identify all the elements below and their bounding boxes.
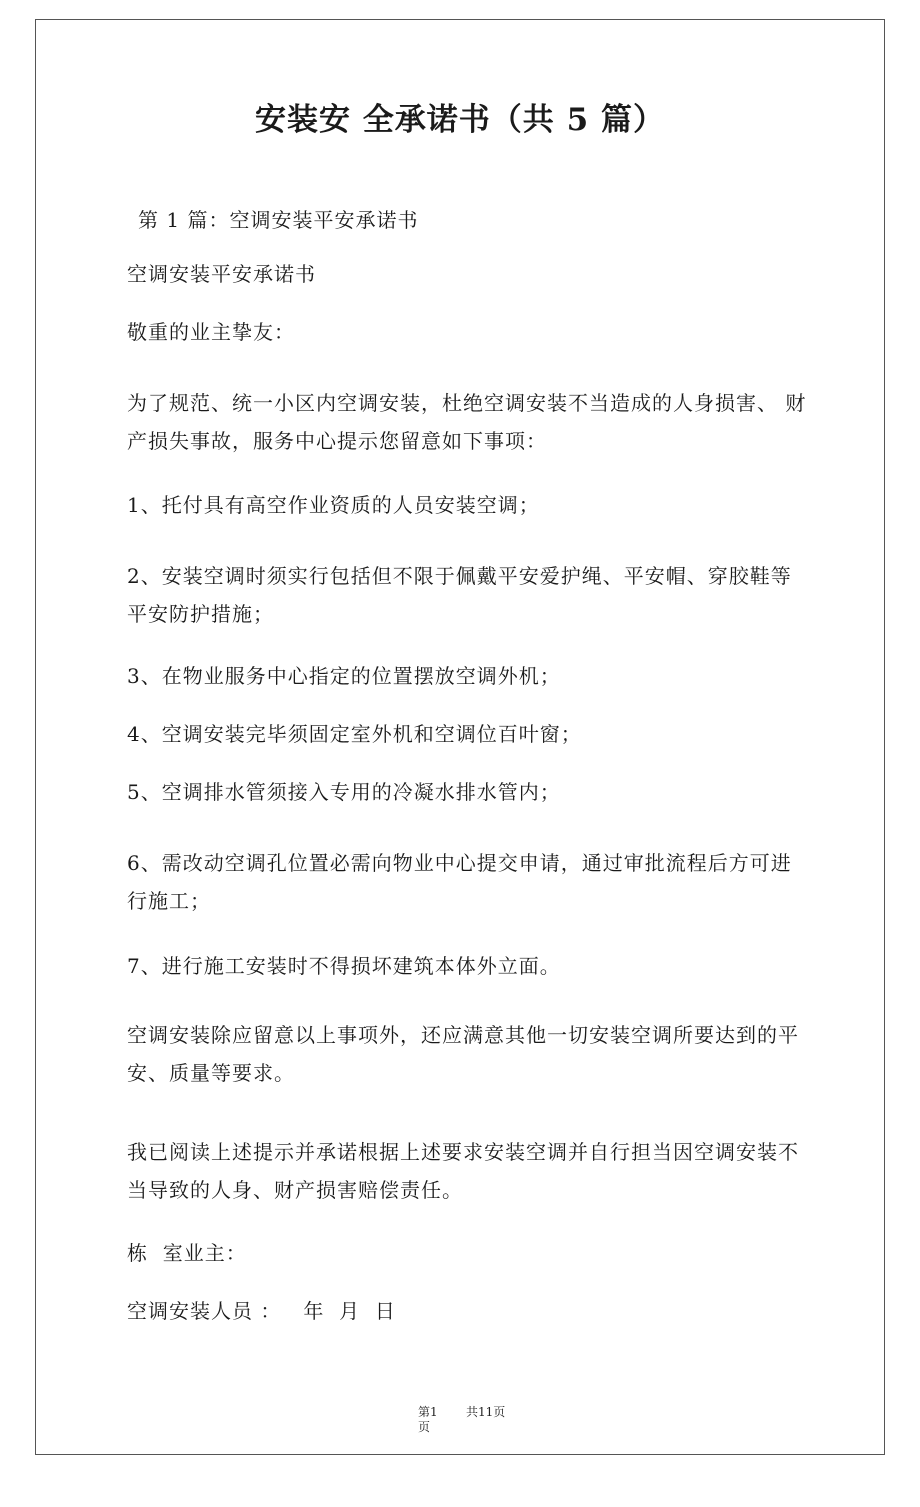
installer-signature-line: 空调安装人员 ： 年 月 日	[127, 1299, 396, 1323]
list-item: 5、空调排水管须接入专用的冷凝水排水管内；	[127, 780, 561, 804]
intro-paragraph: 为了规范、统一小区内空调安装，杜绝空调安装不当造成的人身损害、 财产损失事故，服务中心提示您留意如下事项：	[127, 391, 807, 453]
pledge-paragraph: 我已阅读上述提示并承诺根据上述要求安装空调并自行担当因空调安装不当导致的人身、财产损害赔偿责任。	[127, 1140, 799, 1202]
owner-signature-line: 栋 室业主：	[127, 1241, 247, 1265]
subtitle: 空调安装平安承诺书	[127, 262, 316, 286]
section-heading: 第 1 篇：空调安装平安承诺书	[138, 208, 419, 232]
page-number: 第1 页	[418, 1405, 438, 1434]
document-title: 安装安 全承诺书（共 5 篇）	[255, 102, 665, 138]
note-paragraph: 空调安装除应留意以上事项外，还应满意其他一切安装空调所要达到的平安、质量等要求。	[127, 1023, 799, 1085]
list-item: 1、托付具有高空作业资质的人员安装空调；	[127, 493, 540, 517]
list-item: 6、需改动空调孔位置必需向物业中心提交申请，通过审批流程后方可进行施工；	[127, 851, 792, 913]
list-item: 4、空调安装完毕须固定室外机和空调位百叶窗；	[127, 722, 582, 746]
list-item: 2、安装空调时须实行包括但不限于佩戴平安爱护绳、平安帽、穿胶鞋等平安防护措施；	[127, 564, 792, 626]
list-item: 7、进行施工安装时不得损坏建筑本体外立面。	[127, 954, 561, 978]
page-total: 共11页	[466, 1405, 506, 1419]
list-item: 3、在物业服务中心指定的位置摆放空调外机；	[127, 664, 561, 688]
salutation: 敬重的业主挚友：	[127, 320, 295, 344]
